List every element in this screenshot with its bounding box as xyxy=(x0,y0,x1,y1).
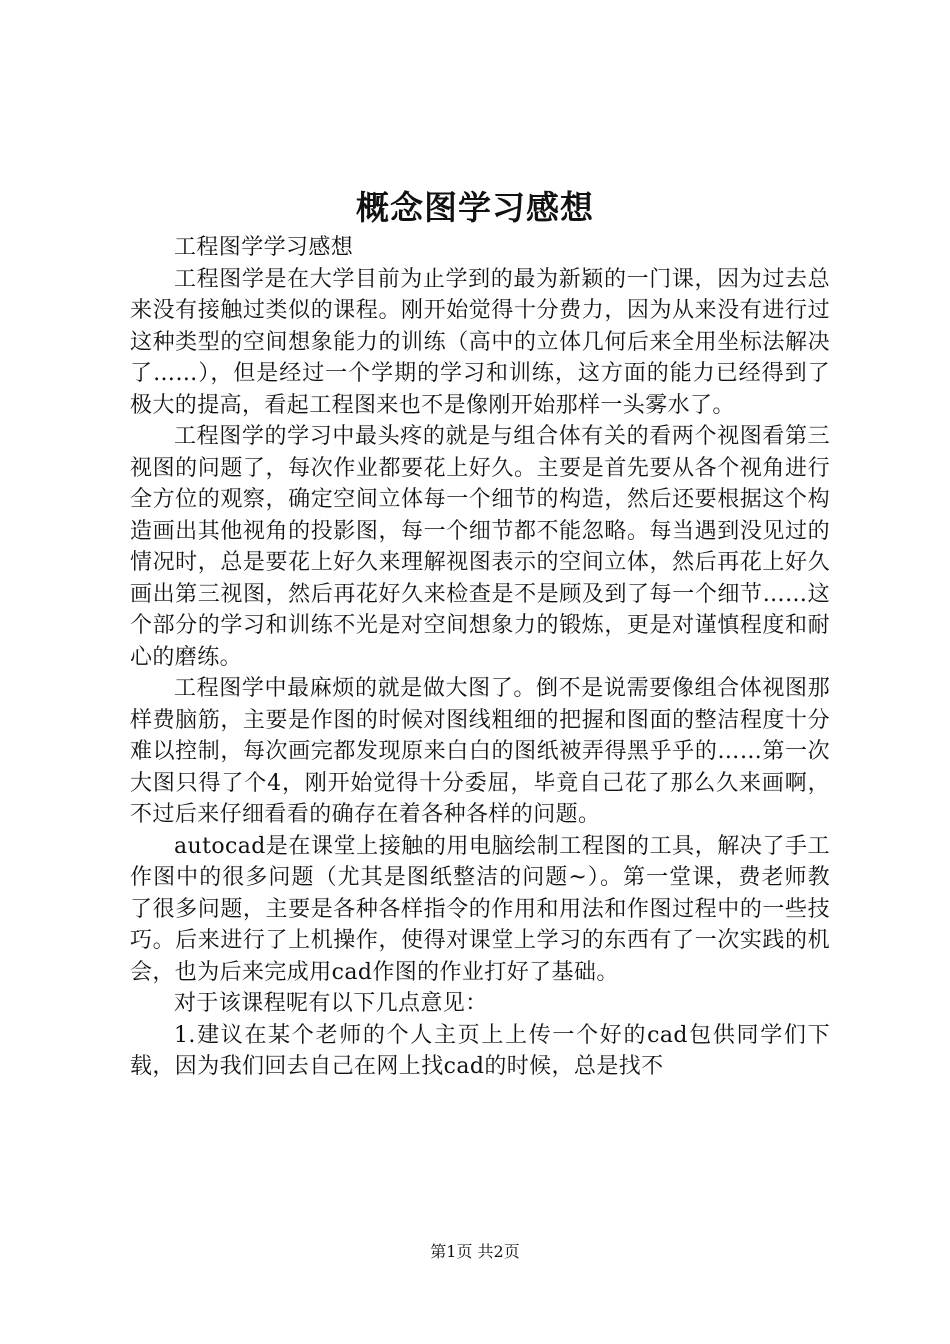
paragraph: 工程图学学习感想 xyxy=(174,235,354,260)
paragraph: 工程图学是在大学目前为止学到的最为新颖的一门课，因为过去总来没有接触过类似的课程。刚开始觉得十分费力，因为从来没有进行过这种类型的空间想象能力的训练（高中的立体几何后来全用坐标法解决了……），但是经过一个学期的学习和训练，这方面的能力已经得到了极大的提高，看起工程图来也不是像刚开始那样一头雾水了。 xyxy=(130,266,830,418)
paragraph: 工程图学的学习中最头疼的就是与组合体有关的看两个视图看第三视图的问题了，每次作业都要花上好久。主要是首先要从各个视角进行全方位的观察，确定空间立体每一个细节的构造，然后还要根据这个构造画出其他视角的投影图，每一个细节都不能忽略。每当遇到没见过的情况时，总是要花上好久来理解视图表示的空间立体，然后再花上好久画出第三视图，然后再花好久来检查是不是顾及到了每一个细节……这个部分的学习和训练不光是对空间想象力的锻炼，更是对谨慎程度和耐心的磨练。 xyxy=(130,424,830,670)
paragraph: 对于该课程呢有以下几点意见： xyxy=(174,991,488,1016)
document-title: 概念图学习感想 xyxy=(356,188,594,227)
paragraph: 工程图学中最麻烦的就是做大图了。倒不是说需要像组合体视图那样费脑筋，主要是作图的时候对图线粗细的把握和图面的整洁程度十分难以控制，每次画完都发现原来白白的图纸被弄得黑乎乎的……第一次大图只得了个4，刚开始觉得十分委屈，毕竟自己花了那么久来画啊，不过后来仔细看看的确存在着各种各样的问题。 xyxy=(130,676,830,827)
page-number-footer: 第1页 共2页 xyxy=(430,1242,520,1261)
paragraph: 1.建议在某个老师的个人主页上上传一个好的cad包供同学们下载，因为我们回去自己在网上找cad的时候，总是找不 xyxy=(130,1022,830,1079)
paragraph: autocad是在课堂上接触的用电脑绘制工程图的工具，解决了手工作图中的很多问题（尤其是图纸整洁的问题~）。第一堂课，费老师教了很多问题，主要是各种各样指令的作用和用法和作图过程中的一些技巧。后来进行了上机操作，使得对课堂上学习的东西有了一次实践的机会，也为后来完成用cad作图的作业打好了基础。 xyxy=(130,833,830,985)
document-body xyxy=(130,232,830,1083)
